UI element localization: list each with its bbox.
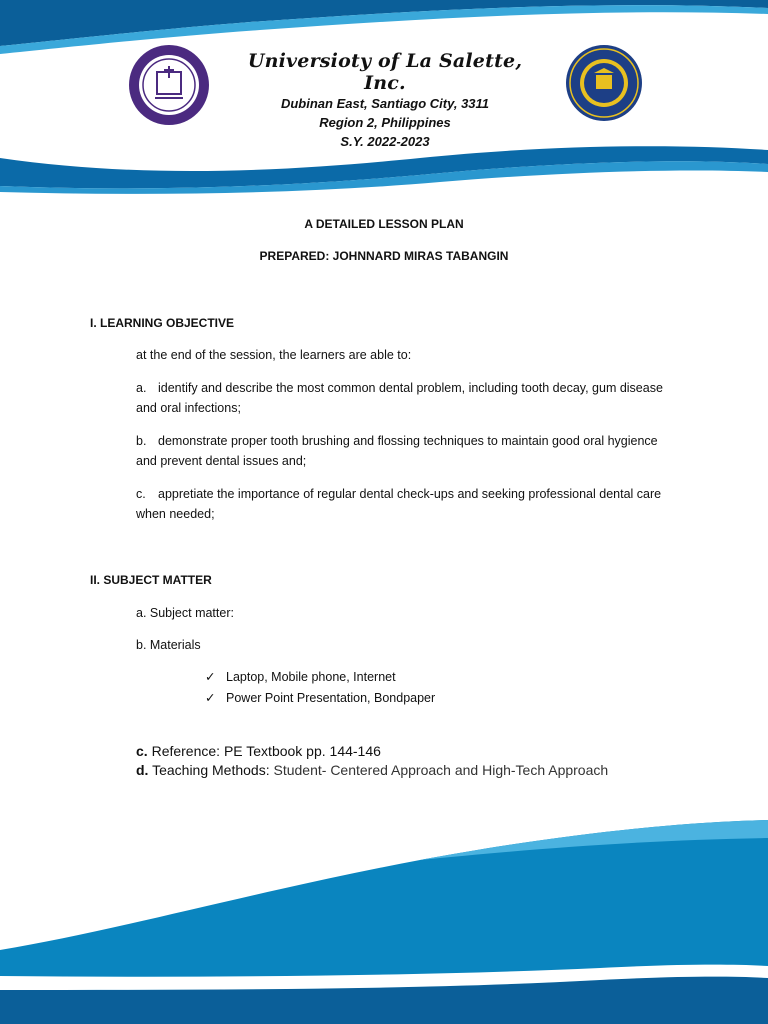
materials-label: b. Materials	[136, 638, 201, 652]
objective-label: b.	[136, 434, 147, 448]
address-line-1: Dubinan East, Santiago City, 3311	[280, 96, 490, 111]
document-header	[0, 40, 768, 150]
document-title: A DETAILED LESSON PLAN	[304, 217, 464, 231]
checkmark-icon: ✓	[205, 670, 216, 684]
address-line-2: Region 2, Philippines	[319, 115, 451, 130]
reference-line	[136, 743, 381, 759]
material-text: Laptop, Mobile phone, Internet	[226, 670, 396, 684]
methods-text: Teaching Methods:	[148, 762, 274, 778]
bottom-wave-decoration	[0, 800, 768, 1024]
objective-text: identify and describe the most common dental problem, including tooth decay, gum disease and oral infections;	[136, 381, 663, 415]
university-name: Universioty of La Salette, Inc.	[247, 50, 523, 94]
methods-value: Student- Centered Approach and High-Tech Approach	[273, 762, 609, 778]
learning-objective-heading: I. LEARNING OBJECTIVE	[90, 316, 235, 330]
checkmark-icon: ✓	[205, 691, 216, 705]
objective-label: c.	[136, 487, 146, 501]
teaching-methods-line	[136, 762, 608, 778]
university-info	[230, 50, 540, 151]
methods-label: d.	[136, 762, 149, 778]
prepared-by: PREPARED: JOHNNARD MIRAS TABANGIN	[259, 249, 509, 263]
reference-text: Reference: PE Textbook pp. 144-146	[147, 743, 381, 759]
objective-text: appretiate the importance of regular dental check-ups and seeking professional dental care when needed;	[136, 487, 662, 521]
objective-text: demonstrate proper tooth brushing and flossing techniques to maintain good oral hygience and prevent dental issues and;	[136, 434, 658, 468]
objective-item	[136, 431, 681, 471]
subject-matter-label: a. Subject matter:	[136, 606, 234, 620]
objective-item	[136, 484, 681, 524]
college-of-education-seal-icon	[565, 42, 643, 124]
materials-list-item	[205, 669, 396, 684]
school-year: S.Y. 2022-2023	[340, 134, 430, 149]
reference-label: c.	[136, 743, 148, 759]
objective-item	[136, 378, 681, 418]
objective-label: a.	[136, 381, 147, 395]
materials-list-item	[205, 690, 435, 705]
subject-matter-heading: II. SUBJECT MATTER	[90, 573, 212, 587]
objectives-intro: at the end of the session, the learners are able to:	[136, 348, 412, 362]
university-seal-icon	[128, 44, 210, 126]
material-text: Power Point Presentation, Bondpaper	[226, 691, 436, 705]
